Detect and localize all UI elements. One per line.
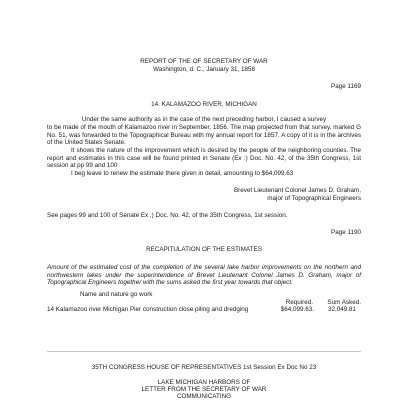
row-required-amount: $64,099.63. xyxy=(280,306,314,313)
footer-harbors-line: LAKE MICHIGAN HARBORS OF xyxy=(157,379,251,386)
page-number-1169: Page 1169 xyxy=(331,83,361,90)
footer-letter-line: LETTER FROM THE SECRETARY OF WAR xyxy=(141,386,267,393)
paragraph-3: I beg leave to renew the estimate there given in detail, amounting to $64,099.63 xyxy=(71,170,294,177)
row-work-name: 14 Kalamazoo river Michigan Pier construction close piling and dredging xyxy=(47,306,249,313)
report-dateline: Washington, d. C., January 31, 1858 xyxy=(153,66,255,73)
footer-congress-line: 35TH CONGRESS HOUSE OF REPRESENTATIVES 1st Session Ex Doc No 23 xyxy=(91,364,317,371)
footer-communicating-line: COMMUNICATING xyxy=(176,393,232,400)
section-divider xyxy=(47,351,361,352)
paragraph-1-continuation: to be made of the mouth of Kalamazoo river in September, 1856. The map projected from that survey, marked G No. 51, was forwarded to the Topographical Bureau with my annual report for 1857. A copy of it is in the archives of the United States Senate. xyxy=(47,124,361,147)
signature-rank: major of Topographical Engineers xyxy=(267,195,361,202)
column-header-sum-asked: Sum Asked. xyxy=(327,299,361,306)
senate-doc-reference: See pages 99 and 100 of Senate Ex .) Doc. No. 42, of the 35th Congress, 1st session. xyxy=(47,212,288,219)
signature-name: Brevet Lieutenant Colonel James D. Graham, xyxy=(233,187,361,194)
row-sum-asked: 32,049.81 xyxy=(327,306,356,313)
paragraph-2: It shows the nature of the improvement which is desired by the people of the neighboring counties. The report and estimates in this case will be found printed in Senate (Ex :) Doc. No. 42, of the 35th Congress, 1st session at pp 99 and 100 xyxy=(47,147,361,170)
recapitulation-intro: Amount of the estimated cost of the completion of the several lake harbor improvements on the northern and northwestern lakes under the superintendence of Brevet Lieutenant Colonel James D. Graham, major of Topographical Engineers together with the sums asked the first year towards that object. xyxy=(47,264,361,287)
recapitulation-title: RECAPITULATION OF THE ESTIMATES xyxy=(146,246,262,253)
paragraph-1-first-line: Under the same authority as in the case of the next preceding harbor, I caused a survey xyxy=(81,116,327,123)
section-title: 14. KALAMAZOO RIVER, MICHIGAN xyxy=(151,101,257,108)
column-header-required: Required. xyxy=(285,299,313,306)
report-title: REPORT OF THE OF SECRETARY OF WAR xyxy=(140,58,268,65)
page-number-1190: Page 1190 xyxy=(331,229,361,236)
table-name-header: Name and nature go work xyxy=(80,291,153,298)
